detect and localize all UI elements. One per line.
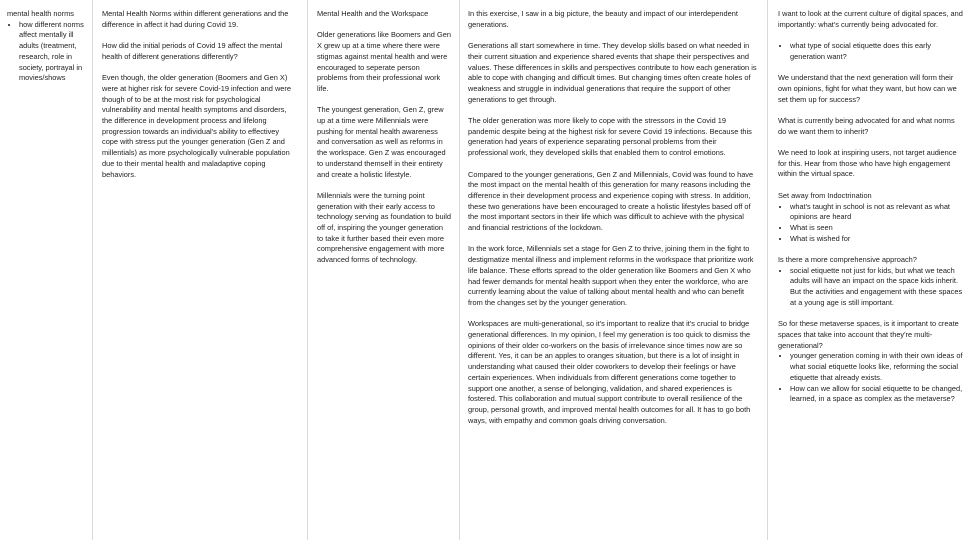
paragraph: Even though, the older generation (Boomers and Gen X) were at higher risk for severe Covid-19 infection and were though of to be at the most risk for psychological vulnerability and mental health symptoms and disorders, the difference in development process and lifelong progression towards an individual's ability to effectivey cope with stress put the younger generation (Gen Z and millentials) as more psychologically vulnerable population due to their mental health and maladaptive coping behaviors.	[102, 73, 291, 179]
paragraph: The older generation was more likely to cope with the stressors in the Covid 19 pandemic despite being at the highest risk for severe Covid 19 infections. Because this generation had years of experience separating personal problems from their professional work, they developed skills that enabled them to control emotions.	[468, 116, 752, 158]
bullet-list	[7, 20, 88, 84]
column-reflection	[460, 0, 768, 540]
paragraph: So for these metaverse spaces, is it important to create spaces that take into account that they're multi-generational?	[778, 319, 959, 350]
bullet-item: • How can we allow for social etiquette to be changed, learned, in a space as complex as the metaverse?	[790, 384, 964, 405]
bullet-item: • how different norms affect mentally ill adults (treatment, research, role in society, portrayal in movies/shows	[19, 20, 88, 84]
paragraph: The youngest generation, Gen Z, grew up at a time were Millennials were pushing for mental health awareness and conversation as well as reforms in the workspace. Gen Z was encouraged to understand themself in their entirety and create a holistic lifestyle.	[317, 105, 446, 179]
paragraph: Compared to the younger generations, Gen Z and Millennials, Covid was found to have the most impact on the mental health of this generation for many reasons including the difference in their development process and experience coping with stress. In addition, these two generations have been encouraged to create a holistic lifestyles based off of the most important sectors in their life which was difficult to achieve with the physical and financial restrictions of the lockdown.	[468, 169, 754, 233]
bullet-item: • what's taught in school is not as relevant as what opinions are heard	[790, 202, 964, 223]
bullet-item: • What is wished for	[790, 234, 964, 245]
column-mental-health-norms	[0, 0, 93, 540]
column-title: mental health norms	[7, 9, 74, 18]
bullet-list	[778, 202, 964, 245]
bullet-list	[778, 266, 964, 309]
paragraph: Is there a more comprehensive approach?	[778, 255, 917, 265]
bullet-item: • What is seen	[790, 223, 964, 234]
bullet-list	[778, 351, 964, 405]
paragraph: Older generations like Boomers and Gen X grew up at a time where there were stigmas against mental health and were encouraged to seperate person problems from their professional work life.	[317, 30, 451, 93]
column-covid-generations	[93, 0, 308, 540]
paragraph: Generations all start somewhere in time. They develop skills based on what needed in their current situation and experience shared events that shape their perspectives and values. These differences in skills and perspectives contribute to how each generation is able to cope with changing and difficult times. But changing times often create holes of weakness and struggle in individual generations that require the support of other generations to get through.	[468, 41, 757, 104]
paragraph: Mental Health Norms within different generations and the difference in affect it had during Covid 19.	[102, 9, 289, 29]
paragraph: In this exercise, I saw in a big picture, the beauty and impact of our interdependent generations.	[468, 9, 738, 29]
paragraph: In the work force, Millennials set a stage for Gen Z to thrive, joining them in the fight to destigmatize mental illness and implement reforms in the workspace that prioritize work life balance. These efforts spread to the older generation like Boomers and Gen X who had fewer demands for mental health support when they enter the workforce, who are currently learning about the value of talking about mental health and who can benefit from the changes set by the younger generation.	[468, 244, 754, 307]
paragraph: Set away from Indoctrination	[778, 190, 872, 200]
column-workspace	[308, 0, 460, 540]
paragraph: I want to look at the current culture of digital spaces, and importantly: what's currently being advocated for.	[778, 9, 963, 29]
paragraph: Workspaces are multi-generational, so it's important to realize that it's crucial to bridge generational differences. In my opinion, I feel my generation is too quick to dismiss the opinions of their older co-workers on the basis of irrelevance since times now are so different. Yes, it can be an apples to oranges situation, but there is a lot of insight in understanding what caused their older coworkers to develop their feelings or have certain experiences. When individuals from different generations come together to support one another, a sense of belonging, validation, and shared experiences is fostered. This collaboration and mutual support contribute to overall resilience of the group, personal growth, and improved mental health outcomes for all. It has to go both ways, with empathy and common goals driving conversation.	[468, 319, 751, 425]
paragraph: How did the initial periods of Covid 19 affect the mental health of different generations differently?	[102, 41, 283, 61]
bullet-item: • social etiquette not just for kids, but what we teach adults will have an impact on the space kids inherit. But the activities and engagement with these spaces at a young age is still important.	[790, 266, 964, 309]
paragraph: We need to look at inspiring users, not target audience for this. Hear from those who have high engagement within the virtual space.	[778, 148, 957, 179]
paragraph: We understand that the next generation will form their own opinions, fight for what they want, but how can we set them up for success?	[778, 73, 957, 104]
bullet-item: • what type of social etiquette does this early generation want?	[790, 41, 964, 62]
bullet-list	[778, 41, 964, 62]
bullet-item: • younger generation coming in with their own ideas of what social etiquette looks like, reforming the social etiquette that already exists.	[790, 351, 964, 383]
paragraph: What is currently being advocated for and what norms do we want them to inherit?	[778, 115, 955, 136]
paragraph: Mental Health and the Workspace	[317, 9, 429, 18]
column-digital-spaces	[768, 0, 970, 540]
paragraph: Millennials were the turning point generation with their early access to technology serving as foundation to build off of, inspiring the younger generation to take it further based their even more comprehensive engagement with more advanced forms of technology.	[317, 190, 451, 265]
